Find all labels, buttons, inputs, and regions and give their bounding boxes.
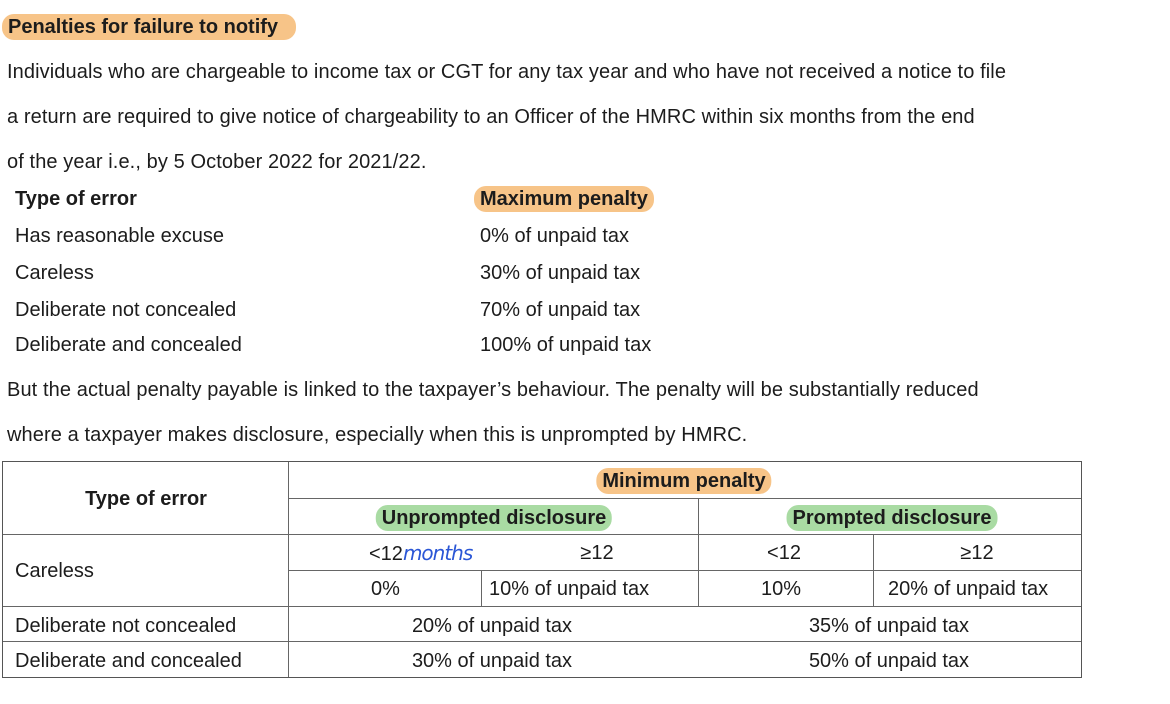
intro-line-1: Individuals who are chargeable to income tax or CGT for any tax year and who have not received a notice to file — [7, 61, 1007, 83]
table-divider — [288, 570, 1081, 571]
prompted-disclosure-header: Prompted disclosure — [787, 505, 998, 531]
unprompted-ge12-label: ≥12 — [580, 542, 614, 564]
table-divider — [3, 641, 1081, 642]
prompted-ge12-label: ≥12 — [960, 542, 994, 564]
min-penalty-table — [2, 461, 1082, 678]
deliberate-not-concealed-prompted: 35% of unpaid tax — [808, 615, 970, 637]
deliberate-concealed-prompted: 50% of unpaid tax — [808, 650, 970, 672]
table-divider — [288, 498, 1081, 499]
behaviour-line-2: where a taxpayer makes disclosure, especially when this is unprompted by HMRC. — [7, 424, 748, 446]
handwritten-months-note: months — [402, 541, 473, 565]
max-row-type: Deliberate and concealed — [15, 334, 242, 356]
deliberate-concealed-label: Deliberate and concealed — [15, 650, 242, 672]
table-divider — [481, 570, 482, 606]
min-table-header-min-penalty: Minimum penalty — [596, 468, 771, 494]
min-table-header-type: Type of error — [85, 488, 207, 510]
table-divider — [698, 498, 699, 606]
max-row-penalty: 70% of unpaid tax — [480, 299, 641, 321]
table-divider — [3, 534, 1081, 535]
deliberate-not-concealed-unprompted: 20% of unpaid tax — [411, 615, 573, 637]
max-table-header-type: Type of error — [15, 188, 137, 210]
max-row-type: Careless — [15, 262, 94, 284]
max-table-header-penalty: Maximum penalty — [474, 186, 654, 212]
behaviour-line-1: But the actual penalty payable is linked to the taxpayer’s behaviour. The penalty will be substantially reduced — [7, 379, 979, 401]
max-row-type: Has reasonable excuse — [15, 225, 225, 247]
careless-prompted-ge12: 20% of unpaid tax — [888, 578, 1049, 600]
unprompted-disclosure-header: Unprompted disclosure — [376, 505, 612, 531]
max-row-penalty: 100% of unpaid tax — [480, 334, 652, 356]
intro-line-3: of the year i.e., by 5 October 2022 for 2021/22. — [7, 151, 427, 173]
section-heading: Penalties for failure to notify — [2, 14, 296, 40]
max-row-penalty: 0% of unpaid tax — [480, 225, 629, 247]
prompted-lt12-label: <12 — [767, 542, 801, 564]
deliberate-concealed-unprompted: 30% of unpaid tax — [411, 650, 573, 672]
deliberate-not-concealed-label: Deliberate not concealed — [15, 615, 237, 637]
unprompted-lt12-label: <12months — [369, 541, 473, 565]
table-divider — [3, 606, 1081, 607]
careless-label: Careless — [15, 560, 94, 582]
careless-unprompted-lt12: 0% — [371, 578, 400, 600]
intro-line-2: a return are required to give notice of chargeability to an Officer of the HMRC within six months from the end — [7, 106, 975, 128]
max-row-type: Deliberate not concealed — [15, 299, 237, 321]
max-row-penalty: 30% of unpaid tax — [480, 262, 641, 284]
careless-unprompted-ge12: 10% of unpaid tax — [489, 578, 650, 600]
careless-prompted-lt12: 10% — [760, 578, 802, 600]
